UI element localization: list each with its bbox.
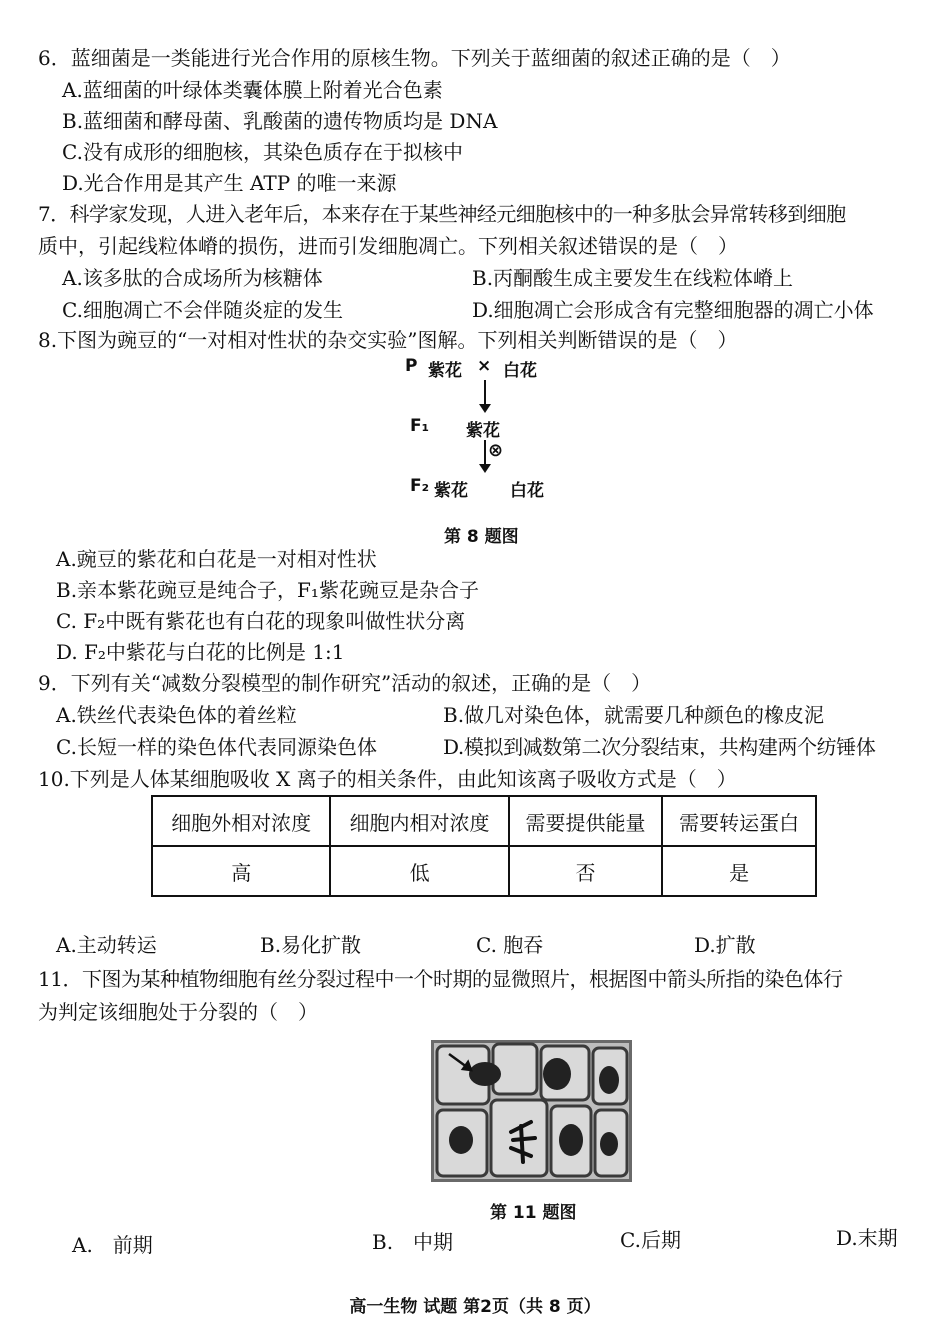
q6-option-b: B.蓝细菌和酵母菌、乳酸菌的遗传物质均是 DNA [62, 109, 498, 133]
arrow-down-icon [475, 380, 495, 414]
q6-stem: 6．蓝细菌是一类能进行光合作用的原核生物。下列关于蓝细菌的叙述正确的是（ ） [38, 46, 791, 70]
q8-option-a: A.豌豆的紫花和白花是一对相对性状 [56, 547, 377, 571]
q11-option-d: D.末期 [836, 1226, 898, 1250]
q8-figure-caption: 第 8 题图 [444, 527, 519, 547]
q8-option-d: D. F₂中紫花与白花的比例是 1:1 [56, 640, 345, 664]
f2-purple-flower: 紫花 [434, 481, 468, 501]
page-footer: 高一生物 试题 第2页（共 8 页） [349, 1297, 601, 1317]
q6-option-c: C.没有成形的细胞核，其染色质存在于拟核中 [62, 140, 463, 164]
ion-absorption-table [151, 795, 817, 897]
q11-option-c: C.后期 [620, 1228, 681, 1252]
q7-option-d: D.细胞凋亡会形成含有完整细胞器的凋亡小体 [472, 298, 874, 322]
table-header-row [152, 796, 816, 846]
q7-stem-line2: 质中，引起线粒体嵴的损伤，进而引发细胞凋亡。下列相关叙述错误的是（ ） [38, 234, 738, 258]
q6-option-a: A.蓝细菌的叶绿体类囊体膜上附着光合色素 [62, 78, 443, 102]
q8-option-c: C. F₂中既有紫花也有白花的现象叫做性状分离 [56, 609, 466, 633]
q10-option-d: D.扩散 [694, 933, 756, 957]
f1-generation-label: F₁ [410, 416, 430, 436]
q7-option-b: B.丙酮酸生成主要发生在线粒体嵴上 [472, 266, 794, 290]
q8-stem: 8.下图为豌豆的“一对相对性状的杂交实验”图解。下列相关判断错误的是（ ） [38, 328, 738, 352]
q9-option-d: D.模拟到减数第二次分裂结束，共构建两个纺锤体 [443, 735, 876, 759]
cross-symbol: × [477, 356, 492, 376]
table-header-cell: 细胞内相对浓度 [330, 796, 508, 846]
table-cell: 高 [152, 846, 330, 896]
q11-option-b: B. 中期 [372, 1230, 454, 1254]
q7-option-c: C.细胞凋亡不会伴随炎症的发生 [62, 298, 343, 322]
table-header-cell: 需要转运蛋白 [662, 796, 816, 846]
q10-stem: 10.下列是人体某细胞吸收 X 离子的相关条件，由此知该离子吸收方式是（ ） [38, 767, 737, 791]
q6-option-d: D.光合作用是其产生 ATP 的唯一来源 [62, 171, 397, 195]
q11-stem-line1: 11．下图为某种植物细胞有丝分裂过程中一个时期的显微照片，根据图中箭头所指的染色体行 [38, 967, 843, 991]
q9-option-b: B.做几对染色体，就需要几种颜色的橡皮泥 [443, 703, 825, 727]
table-header-cell: 细胞外相对浓度 [152, 796, 330, 846]
q9-option-c: C.长短一样的染色体代表同源染色体 [56, 735, 377, 759]
table-cell: 是 [662, 846, 816, 896]
q10-option-a: A.主动转运 [56, 933, 157, 957]
q7-stem-line1: 7．科学家发现，人进入老年后，本来存在于某些神经元细胞核中的一种多肽会异常转移到细胞 [38, 202, 846, 226]
q11-stem-line2: 为判定该细胞处于分裂的（ ） [38, 1000, 318, 1024]
p-generation-label: P [405, 356, 418, 376]
mitosis-micrograph [431, 1040, 632, 1182]
f1-purple-flower: 紫花 [466, 421, 500, 441]
q10-option-b: B.易化扩散 [260, 933, 362, 957]
q8-option-b: B.亲本紫花豌豆是纯合子，F₁紫花豌豆是杂合子 [56, 578, 479, 602]
table-cell: 否 [509, 846, 663, 896]
q9-stem: 9．下列有关“减数分裂模型的制作研究”活动的叙述，正确的是（ ） [38, 671, 652, 695]
table-row [152, 846, 816, 896]
table-cell: 低 [330, 846, 508, 896]
f2-generation-label: F₂ [410, 476, 430, 496]
selfing-symbol: ⊗ [488, 440, 504, 461]
q10-option-c: C. 胞吞 [476, 933, 544, 957]
parent-purple-flower: 紫花 [428, 361, 462, 381]
parent-white-flower: 白花 [503, 361, 537, 381]
q11-figure-caption: 第 11 题图 [490, 1203, 577, 1223]
q7-option-a: A.该多肽的合成场所为核糖体 [62, 266, 323, 290]
q9-option-a: A.铁丝代表染色体的着丝粒 [56, 703, 297, 727]
table-header-cell: 需要提供能量 [509, 796, 663, 846]
f2-white-flower: 白花 [510, 481, 544, 501]
q11-option-a: A. 前期 [72, 1233, 153, 1257]
